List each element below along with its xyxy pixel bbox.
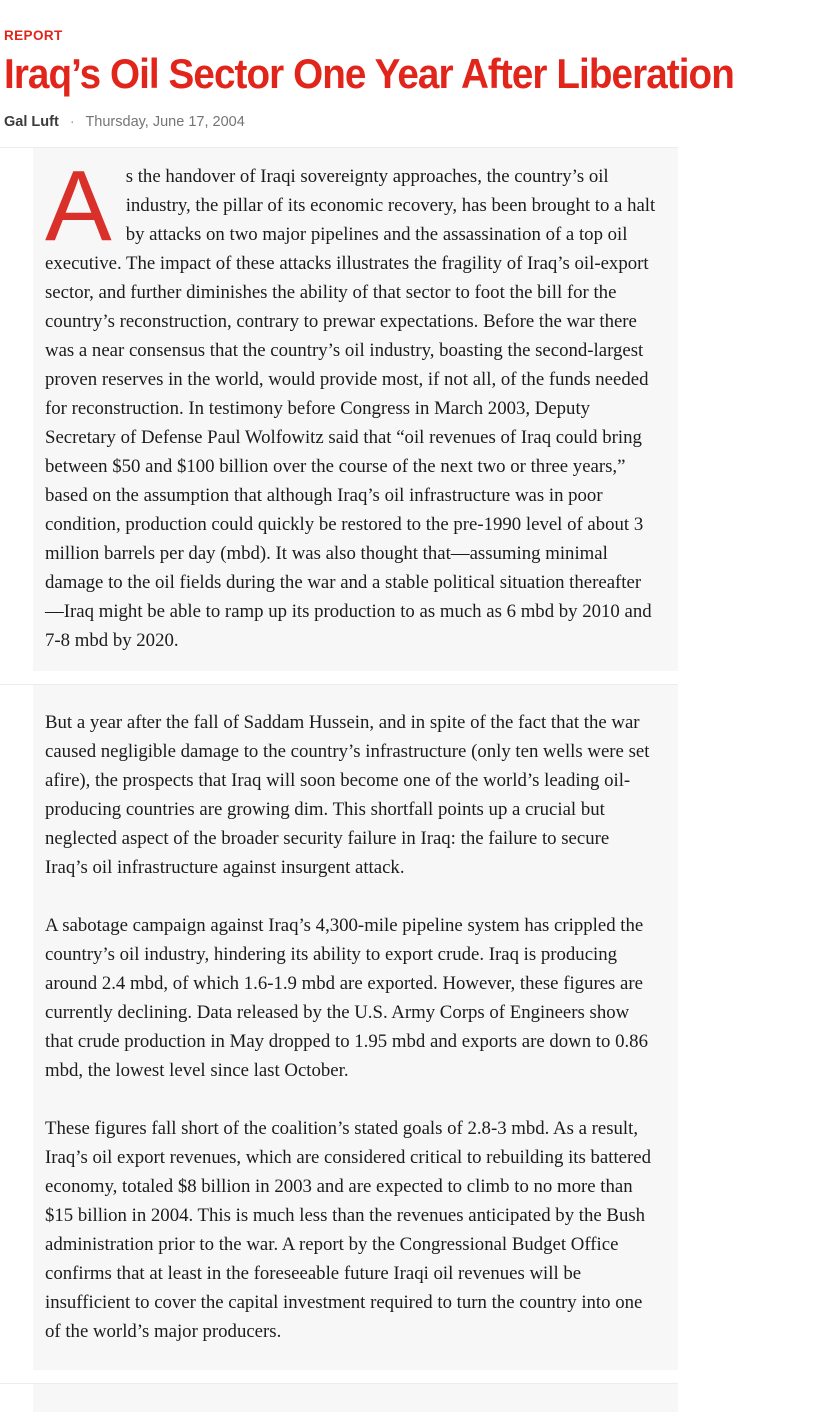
- kicker-report-link[interactable]: REPORT: [4, 28, 63, 43]
- paragraph-band-1: [0, 147, 678, 671]
- paragraph-2: But a year after the fall of Saddam Hussein, and in spite of the fact that the war caused negligible damage to the country’s infrastructure (only ten wells were set afire), the prospects that Iraq will soon become one of the world’s leading oil-producing countries are growing dim. This shortfall points up a crucial but neglected aspect of the broader security failure in Iraq: the failure to secure Iraq’s oil infrastructure against insurgent attack.: [45, 712, 650, 878]
- paragraph-1-text: s the handover of Iraqi sovereignty approaches, the country’s oil industry, the pillar of its economic recovery, has been brought to a halt by attacks on two major pipelines and the assassination of a top oil executive. The impact of these attacks illustrates the fragility of Iraq’s oil-export sector, and further diminishes the ability of that sector to foot the bill for the country’s reconstruction, contrary to prewar expectations. Before the war there was a near consensus that the country’s oil industry, boasting the second-largest proven reserves in the world, would provide most, if not all, of the funds needed for reconstruction. In testimony before Congress in March 2003, Deputy Secretary of Defense Paul Wolfowitz said that “oil revenues of Iraq could bring between $50 and $100 billion over the course of the next two or three years,” based on the assumption that although Iraq’s oil infrastructure was in poor condition, production could quickly be restored to the pre-1990 level of about 3 million barrels per day (mbd). It was also thought that—assuming minimal damage to the oil fields during the war and a stable political situation thereafter—Iraq might be able to ramp up its production to as much as 6 mbd by 2010 and 7-8 mbd by 2020.: [45, 166, 656, 651]
- paragraph-band-3: [0, 1383, 678, 1412]
- text-block-3-clipped: [33, 1384, 678, 1412]
- paragraph-4: These figures fall short of the coalition’s stated goals of 2.8-3 mbd. As a result, Iraq’s oil export revenues, which are considered critical to rebuilding its battered economy, totaled $8 billion in 2003 and are expected to climb to no more than $15 billion in 2004. This is much less than the revenues anticipated by the Bush administration prior to the war. A report by the Congressional Budget Office confirms that at least in the foreseeable future Iraqi oil revenues will be insufficient to cover the capital investment required to turn the country into one of the world’s major producers.: [45, 1118, 651, 1342]
- paragraph-1: [45, 150, 656, 655]
- publish-date: Thursday, June 17, 2004: [85, 114, 245, 130]
- text-block-1: [33, 148, 678, 671]
- paragraph-3: A sabotage campaign against Iraq’s 4,300-mile pipeline system has crippled the country’s oil industry, hindering its ability to export crude. Iraq is producing around 2.4 mbd, of which 1.6-1.9 mbd are exported. However, these figures are currently declining. Data released by the U.S. Army Corps of Engineers show that crude production in May dropped to 1.95 mbd and exports are down to 0.86 mbd, the lowest level since last October.: [45, 915, 648, 1081]
- author-link[interactable]: Gal Luft: [4, 114, 59, 130]
- article-header: [0, 0, 828, 130]
- paragraph-band-2: [0, 684, 678, 1370]
- byline-separator: ·: [69, 114, 75, 130]
- byline: [4, 114, 824, 130]
- drop-cap: A: [45, 150, 112, 262]
- text-block-2: [33, 685, 678, 1370]
- article-body: [0, 147, 828, 1412]
- page-title: Iraq’s Oil Sector One Year After Liberation: [4, 50, 734, 97]
